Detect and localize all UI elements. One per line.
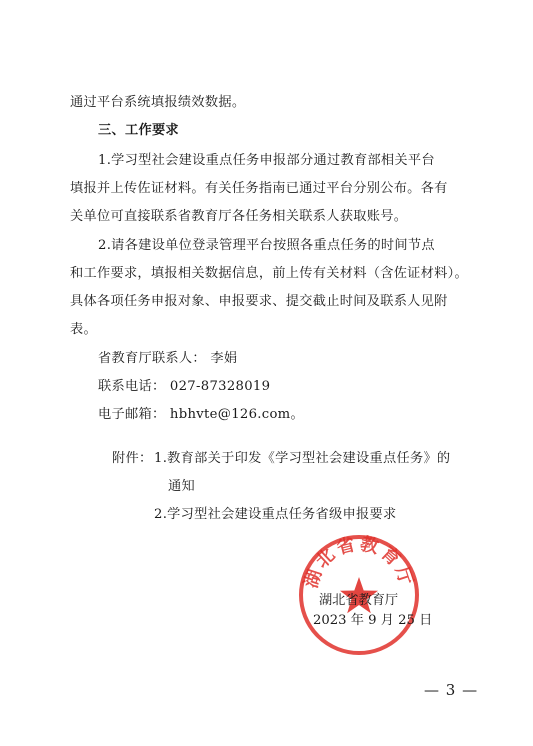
attachment-label: 附件： <box>112 451 153 466</box>
attachment-item-continuation: 通知 <box>168 479 195 494</box>
paragraph-line: 关单位可直接联系省教育厅各任务相关联系人获取账号。 <box>70 209 408 224</box>
contact-email: 电子邮箱： hbhvte@126.com。 <box>98 407 304 422</box>
contact-person: 省教育厅联系人： 李娟 <box>98 351 238 366</box>
document-date: 2023 年 9 月 25 日 <box>313 613 433 628</box>
paragraph-line: 填报并上传佐证材料。有关任务指南已通过平台分别公布。各有 <box>70 181 448 196</box>
svg-text:湖北省教育厅: 湖北省教育厅 <box>300 533 418 591</box>
paragraph-line: 具体各项任务申报对象、申报要求、提交截止时间及联系人见附 <box>70 294 448 309</box>
page-number: — 3 — <box>424 681 479 699</box>
paragraph-line: 和工作要求，填报相关数据信息，前上传有关材料（含佐证材料）。 <box>70 266 469 281</box>
section-heading: 三、工作要求 <box>98 123 179 138</box>
paragraph-line: 通过平台系统填报绩效数据。 <box>70 95 246 110</box>
paragraph-line: 1.学习型社会建设重点任务申报部分通过教育部相关平台 <box>98 153 435 168</box>
paragraph-line: 2.请各建设单位登录管理平台按照各重点任务的时间节点 <box>98 238 435 253</box>
attachment-item: 2.学习型社会建设重点任务省级申报要求 <box>154 507 397 522</box>
signatory: 湖北省教育厅 <box>319 593 399 608</box>
attachment-item: 1.教育部关于印发《学习型社会建设重点任务》的 <box>154 451 451 466</box>
paragraph-line: 表。 <box>70 322 97 337</box>
contact-phone: 联系电话： 027-87328019 <box>98 379 271 394</box>
